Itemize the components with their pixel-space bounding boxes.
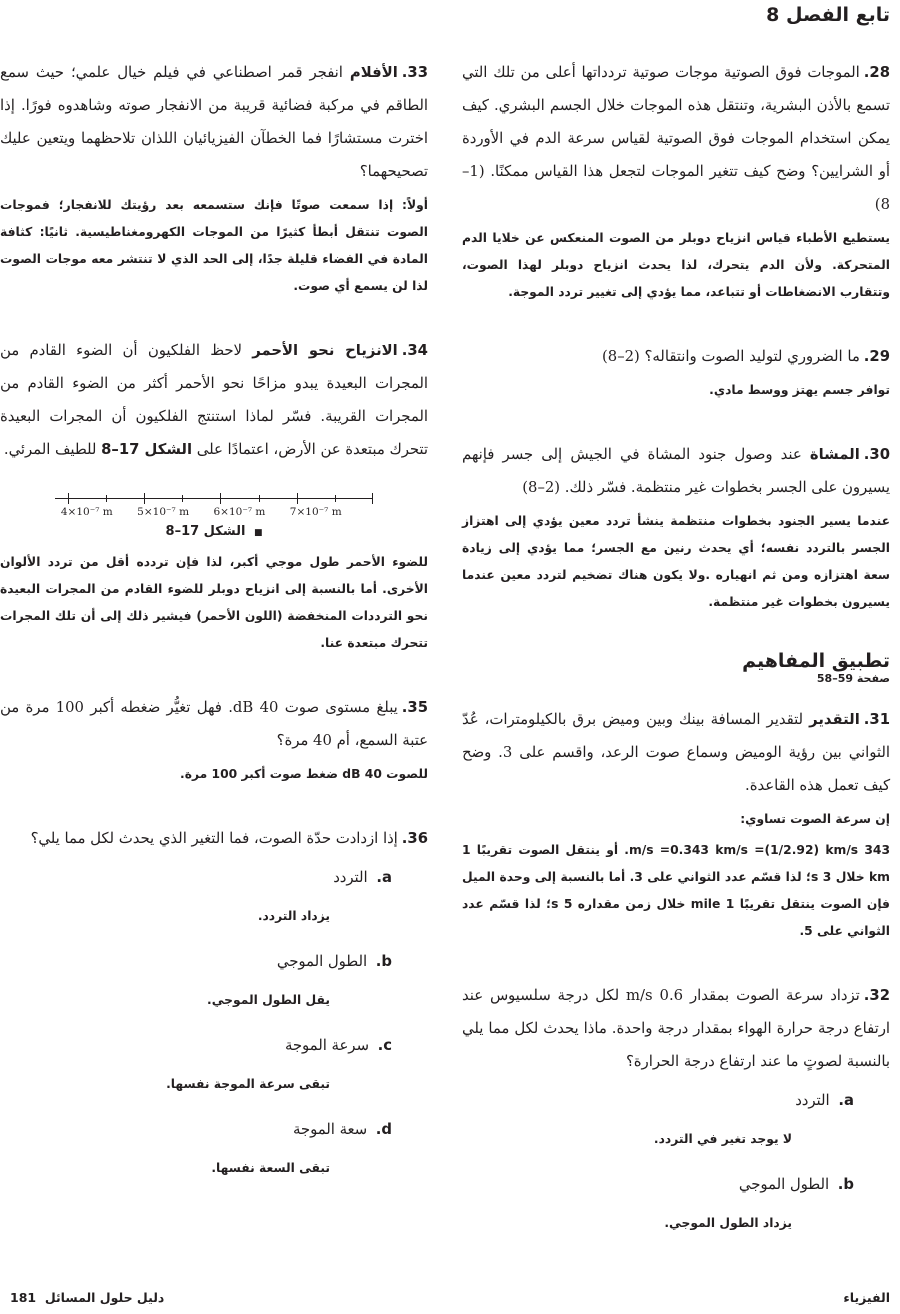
scale-label: 6×10⁻⁷ m	[213, 506, 266, 518]
sub-text: الطول الموجي	[738, 1176, 830, 1193]
sub-text: الطول الموجي	[276, 953, 368, 970]
scale-tick-minor	[182, 495, 183, 502]
question-text: عند وصول جنود المشاة في الجيش إلى جسر فإنهم يسيرون على الجسر بخطوات غير منتظمة. فسّر ذلك. (2–8)	[462, 446, 890, 496]
question-text-end: للطيف المرئي.	[3, 441, 97, 458]
sub-question-d	[0, 1111, 392, 1183]
sub-question-a	[462, 1082, 854, 1154]
right-column	[462, 56, 890, 1272]
sub-text: التردد	[795, 1092, 830, 1109]
question-31	[462, 703, 890, 945]
question-33	[0, 56, 428, 300]
scale-tick	[220, 493, 221, 504]
section-title: تطبيق المفاهيم	[742, 650, 890, 672]
question-number: 33.	[401, 64, 428, 81]
question-number: 30.	[863, 446, 890, 463]
page-number: 181	[10, 1290, 37, 1305]
question-lead: التقدير	[809, 711, 860, 728]
question-text: إذا ازدادت حدّة الصوت، فما التغير الذي يحدث لكل مما يلي؟	[30, 830, 398, 847]
scale-label: 5×10⁻⁷ m	[137, 506, 190, 518]
sub-text: سعة الموجة	[292, 1121, 368, 1138]
answer: للضوء الأحمر طول موجي أكبر، لذا فإن تردده أقل من تردد الألوان الأخرى. أما بالنسبة إلى انزياح دوبلر للضوء القادم من المجرات البعيدة نحو الترددات المنخفضة (اللون الأحمر) فيشير ذلك إلى أن تلك المجرات تتحرك مبتعدة عنا.	[0, 555, 428, 650]
sub-answer: لا يوجد تغير في التردد.	[653, 1132, 792, 1146]
sub-answer: يقل الطول الموجي.	[207, 993, 330, 1007]
answer: أولاً: إذا سمعت صوتًا فإنك ستسمعه بعد رؤيتك للانفجار؛ فموجات الصوت تنتقل أبطأ كثيرًا من الموجات الكهرومغناطيسية. ثانيًا: كثافة المادة في الفضاء قليلة جدًا، إلى الحد الذي لا تنتشر معه موجات الصوت لذا لن يسمع أي صوت.	[0, 198, 428, 293]
sub-letter: b.	[375, 953, 392, 970]
question-number: 36.	[401, 830, 428, 847]
question-number: 31.	[863, 711, 890, 728]
answer: 343 m/s =0.343 km/s =(1/2.92) km/s. أو ينتقل الصوت تقريبًا 1 km خلال 3 s؛ لذا قسّم عدد الثواني على 3. أما بالنسبة إلى وحدة الميل فإن الصوت ينتقل تقريبًا 1 mile خلال زمن مقداره 5 s؛ لذا قسّم عدد الثواني على 5.	[462, 843, 891, 938]
scale-tick-minor	[335, 495, 336, 502]
question-30	[462, 438, 890, 616]
question-lead: الانزياح نحو الأحمر	[252, 342, 398, 359]
sub-text: سرعة الموجة	[284, 1037, 369, 1054]
footer-subject: الفيزياء	[843, 1290, 890, 1305]
section-pages: صفحة 59–58	[816, 672, 890, 685]
question-text: انفجر قمر اصطناعي في فيلم خيال علمي؛ حيث سمع الطاقم في مركبة فضائية قريبة من الانفجار صوته وشاهدوه فورًا. إذا اخترت مستشارًا فما الخطآن الفيزيائيان اللذان تلاحظهما ويتعين عليك تصحيحهما؟	[0, 64, 428, 180]
sub-letter: d.	[375, 1121, 392, 1138]
sub-answer: تبقى سرعة الموجة نفسها.	[166, 1077, 330, 1091]
question-number: 34.	[401, 342, 428, 359]
scale-tick	[68, 493, 69, 504]
scale-tick-minor	[259, 495, 260, 502]
question-text: ما الضروري لتوليد الصوت وانتقاله؟ (2–8)	[602, 348, 860, 365]
question-35	[0, 691, 428, 788]
sub-answer: تبقى السعة نفسها.	[211, 1161, 330, 1175]
question-number: 32.	[863, 987, 890, 1004]
sub-text: التردد	[333, 869, 368, 886]
sub-letter: a.	[376, 869, 392, 886]
question-number: 35.	[401, 699, 428, 716]
answer: يستطيع الأطباء قياس انزياح دوبلر من الصوت المنعكس عن خلايا الدم المتحركة. ولأن الدم يتحرك، لذا يحدث انزياح دوبلر لهذا الصوت، وتتقارب الانضغاطات أو تتباعد، مما يؤدي إلى تغيير تردد الموجة.	[462, 231, 890, 299]
question-text: تزداد سرعة الصوت بمقدار 0.6 m/s لكل درجة سلسيوس عند ارتفاع درجة حرارة الهواء بمقدار درجة واحدة. ماذا يحدث لكل مما يلي بالنسبة لصوتٍ ما عند ارتفاع درجة الحرارة؟	[462, 987, 890, 1070]
question-32	[462, 979, 890, 1238]
answer: عندما يسير الجنود بخطوات منتظمة ينشأ تردد معين يؤدي إلى اهتزاز الجسر بالتردد نفسه؛ أي يحدث رنين مع الجسر؛ مما يؤدي إلى زيادة سعة اهتزازه ومن ثم انهياره .ولا يكون هناك تضخيم لتردد معين عندما يسيرون بخطوات غير منتظمة.	[462, 514, 890, 609]
question-lead: المشاة	[809, 446, 860, 463]
sub-letter: b.	[837, 1176, 854, 1193]
sub-letter: c.	[377, 1037, 392, 1054]
answer: توافر جسم يهتز ووسط مادي.	[709, 383, 890, 397]
sub-question-b	[0, 943, 392, 1015]
sub-answer: يزداد التردد.	[257, 909, 330, 923]
scale-tick	[372, 493, 373, 504]
sub-question-c	[0, 1027, 392, 1099]
figure-reference: الشكل 17–8	[101, 441, 193, 458]
scale-line	[55, 498, 373, 499]
answer: للصوت 40 dB ضغط صوت أكبر 100 مرة.	[180, 767, 428, 781]
question-lead: الأفلام	[349, 64, 398, 81]
caption-square-icon: ■	[253, 528, 263, 538]
scale-tick	[144, 493, 145, 504]
question-34	[0, 334, 428, 466]
page-header: تابع الفصل 8	[766, 4, 890, 26]
section-heading	[462, 650, 890, 685]
answer-intro: إن سرعة الصوت تساوي:	[740, 812, 890, 826]
sub-letter: a.	[838, 1092, 854, 1109]
figure-caption: الشكل 17–8	[165, 524, 246, 539]
scale-label: 7×10⁻⁷ m	[289, 506, 342, 518]
question-text: يبلغ مستوى صوت 40 dB. فهل تغيُّر ضغطه أكبر 100 مرة من عتبة السمع، أم 40 مرة؟	[0, 699, 428, 749]
wavelength-scale	[55, 492, 373, 520]
scale-tick	[297, 493, 298, 504]
scale-tick-minor	[106, 495, 107, 502]
question-28	[462, 56, 890, 306]
page-footer	[10, 1290, 890, 1312]
left-column	[0, 56, 428, 1217]
question-number: 29.	[863, 348, 890, 365]
question-number: 28.	[863, 64, 890, 81]
question-36	[0, 822, 428, 1183]
scale-label: 4×10⁻⁷ m	[60, 506, 113, 518]
question-text: لتقدير المسافة بينك وبين وميض برق بالكيلومترات، عُدّ الثواني بين رؤية الوميض وسماع صوت الرعد، واقسم على 3. وضح كيف تعمل هذه القاعدة.	[462, 711, 891, 794]
question-text: لاحظ الفلكيون أن الضوء القادم من المجرات البعيدة يبدو مزاحًا نحو الأحمر أكثر من الضوء القادم من المجرات القريبة. فسّر لماذا استنتج الفلكيون أن المجرات البعيدة تتحرك مبتعدة عن الأرض، اعتمادًا على	[0, 342, 428, 458]
sub-question-b	[462, 1166, 854, 1238]
question-text: الموجات فوق الصوتية موجات صوتية تردداتها أعلى من تلك التي تسمع بالأذن البشرية، وتنتقل هذه الموجات خلال الجسم البشري. كيف يمكن استخدام الموجات فوق الصوتية لقياس سرعة الدم في الأوردة أو الشرايين؟ وضح كيف تتغير الموجات لتجعل هذا القياس ممكنًا. (1–8)	[462, 64, 890, 213]
figure-17-8	[0, 492, 428, 657]
sub-answer: يزداد الطول الموجي.	[664, 1216, 792, 1230]
footer-guide: دليل حلول المسائل	[44, 1290, 165, 1305]
sub-question-a	[0, 859, 392, 931]
question-29	[462, 340, 890, 404]
